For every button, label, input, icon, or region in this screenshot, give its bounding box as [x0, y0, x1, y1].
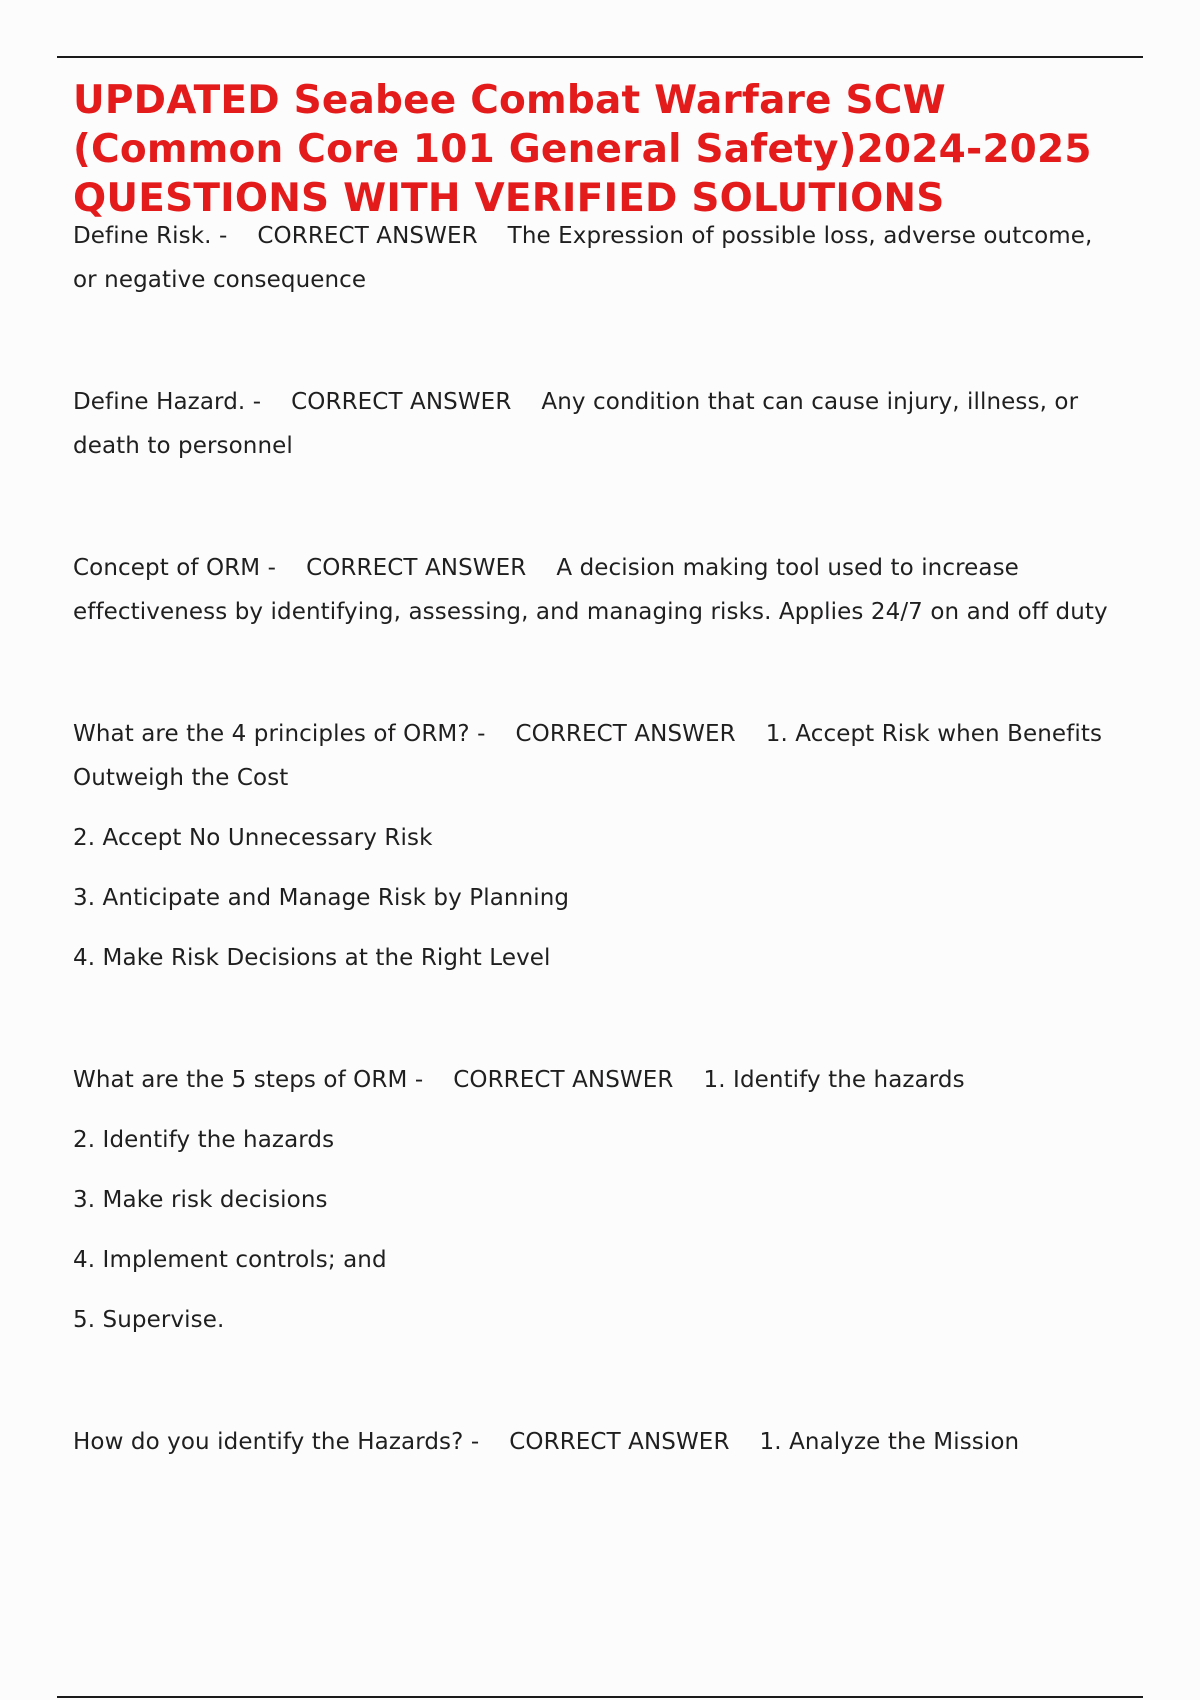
qa-first-line — [73, 380, 1173, 424]
answer-continuation: Outweigh the Cost — [73, 765, 289, 791]
qa-item — [73, 214, 1173, 302]
list-item: 2. Accept No Unnecessary Risk — [73, 825, 433, 851]
answer-text: 1. Analyze the Mission — [759, 1429, 1020, 1455]
qa-item — [73, 380, 1173, 468]
question-text: Define Hazard. - — [73, 389, 262, 415]
qa-first-line — [73, 712, 1173, 756]
answer-text: 1. Identify the hazards — [703, 1067, 965, 1093]
qa-first-line — [73, 1058, 1173, 1102]
question-text: Concept of ORM - — [73, 555, 277, 581]
qa-first-line — [73, 546, 1173, 590]
list-item: 2. Identify the hazards — [73, 1127, 335, 1153]
question-text: Define Risk. - — [73, 223, 228, 249]
list-item: 4. Make Risk Decisions at the Right Level — [73, 945, 551, 971]
list-item: 4. Implement controls; and — [73, 1247, 387, 1273]
correct-answer-label: CORRECT ANSWER — [453, 1067, 674, 1093]
qa-first-line — [73, 1420, 1173, 1464]
answer-continuation: or negative consequence — [73, 267, 367, 293]
qa-item — [73, 712, 1173, 980]
question-text: What are the 4 principles of ORM? - — [73, 721, 486, 747]
qa-list — [73, 214, 1173, 1464]
qa-first-line — [73, 214, 1173, 258]
qa-item — [73, 546, 1173, 634]
list-item: 5. Supervise. — [73, 1307, 225, 1333]
list-item: 3. Anticipate and Manage Risk by Planning — [73, 885, 570, 911]
correct-answer-label: CORRECT ANSWER — [291, 389, 512, 415]
title-line: UPDATED Seabee Combat Warfare SCW — [73, 78, 946, 123]
document-title — [73, 76, 1163, 223]
correct-answer-label: CORRECT ANSWER — [509, 1429, 730, 1455]
answer-text: Any condition that can cause injury, illness, or — [541, 389, 1079, 415]
answer-continuation: death to personnel — [73, 433, 293, 459]
correct-answer-label: CORRECT ANSWER — [257, 223, 478, 249]
question-text: What are the 5 steps of ORM - — [73, 1067, 424, 1093]
answer-text: 1. Accept Risk when Benefits — [765, 721, 1103, 747]
answer-continuation: effectiveness by identifying, assessing, and managing risks. Applies 24/7 on and off duty — [73, 599, 1108, 625]
qa-item — [73, 1058, 1173, 1342]
bottom-rule — [57, 1696, 1143, 1698]
title-line: QUESTIONS WITH VERIFIED SOLUTIONS — [73, 176, 945, 221]
list-item: 3. Make risk decisions — [73, 1187, 328, 1213]
title-line: (Common Core 101 General Safety)2024-2025 — [73, 127, 1092, 172]
correct-answer-label: CORRECT ANSWER — [515, 721, 736, 747]
question-text: How do you identify the Hazards? - — [73, 1429, 480, 1455]
top-rule — [57, 56, 1143, 58]
answer-text: A decision making tool used to increase — [556, 555, 1019, 581]
correct-answer-label: CORRECT ANSWER — [306, 555, 527, 581]
qa-item — [73, 1420, 1173, 1464]
answer-text: The Expression of possible loss, adverse outcome, — [507, 223, 1093, 249]
